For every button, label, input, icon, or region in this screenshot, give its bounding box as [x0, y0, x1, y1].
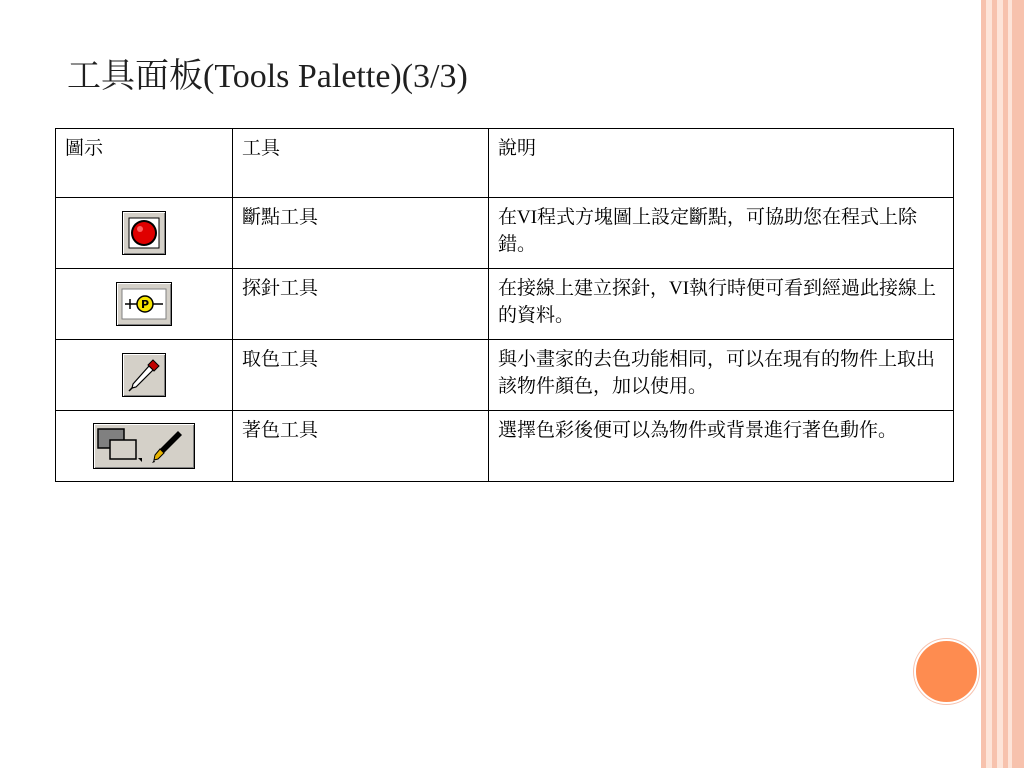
- icon-cell: [56, 198, 233, 269]
- header-tool: 工具: [233, 129, 489, 198]
- decorative-stripe: [1012, 0, 1024, 768]
- tools-table: [55, 128, 954, 482]
- color-copy-icon: [122, 353, 166, 397]
- coloring-icon: [93, 423, 195, 469]
- table-row: [56, 411, 954, 482]
- decorative-circle: [914, 639, 979, 704]
- icon-cell: [56, 411, 233, 482]
- icon-cell: [56, 269, 233, 340]
- slide-title: 工具面板(Tools Palette)(3/3): [67, 58, 468, 95]
- header-icon: 圖示: [56, 129, 233, 198]
- tool-name: 著色工具: [233, 411, 489, 482]
- tool-name: 斷點工具: [233, 198, 489, 269]
- tool-name: 取色工具: [233, 340, 489, 411]
- table-row: [56, 269, 954, 340]
- table-row: [56, 340, 954, 411]
- tool-name: 探針工具: [233, 269, 489, 340]
- svg-text:P: P: [140, 298, 150, 311]
- tool-description: 選擇色彩後便可以為物件或背景進行著色動作。: [489, 411, 954, 482]
- tool-description: 在VI程式方塊圖上設定斷點，可協助您在程式上除錯。: [489, 198, 954, 269]
- header-description: 說明: [489, 129, 954, 198]
- tool-description: 在接線上建立探針，VI執行時便可看到經過此接線上的資料。: [489, 269, 954, 340]
- table-header-row: [56, 129, 954, 198]
- table-row: [56, 198, 954, 269]
- breakpoint-icon: [122, 211, 166, 255]
- probe-icon: [116, 282, 172, 326]
- tool-description: 與小畫家的去色功能相同，可以在現有的物件上取出該物件顏色，加以使用。: [489, 340, 954, 411]
- icon-cell: [56, 340, 233, 411]
